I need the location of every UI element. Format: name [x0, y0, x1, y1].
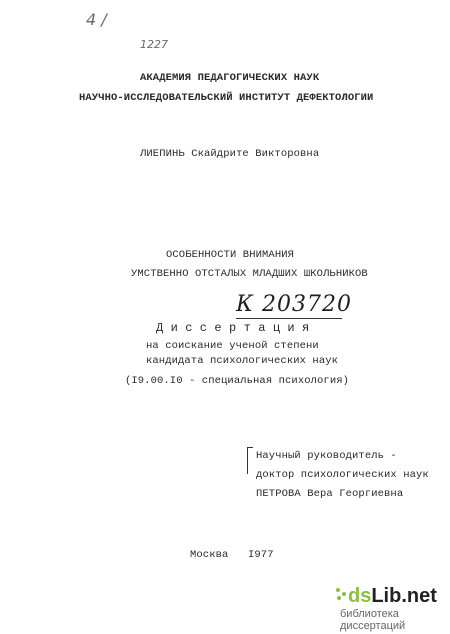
archive-number-underline — [236, 318, 342, 319]
supervisor-bracket — [247, 447, 253, 474]
author-name: ЛИЕПИНЬ Скайдрите Викторовна — [140, 148, 320, 160]
supervisor-line-3: ПЕТРОВА Вера Георгиевна — [256, 488, 404, 500]
city: Москва — [190, 549, 229, 561]
supervisor-line-2: доктор психологических наук — [256, 469, 429, 481]
document-type: Д и с с е р т а ц и я — [156, 321, 310, 335]
archive-number-stamp: К 203720 — [236, 292, 353, 317]
supervisor-line-1: Научный руководитель - — [256, 450, 397, 462]
academy-heading: АКАДЕМИЯ ПЕДАГОГИЧЕСКИХ НАУК — [140, 72, 320, 84]
watermark-subtitle: библиотека диссертаций — [340, 608, 406, 632]
institute-heading: НАУЧНО-ИССЛЕДОВАТЕЛЬСКИЙ ИНСТИТУТ ДЕФЕКТОЛОГИИ — [79, 92, 374, 104]
title-line-2: УМСТВЕННО ОТСТАЛЫХ МЛАДШИХ ШКОЛЬНИКОВ — [131, 268, 368, 280]
degree-line-2: кандидата психологических наук — [146, 355, 339, 367]
handwritten-number: 1227 — [140, 38, 168, 51]
degree-line-1: на соискание ученой степени — [146, 340, 319, 352]
watermark-logo-prefix: ds — [348, 585, 372, 607]
watermark-dots-icon — [336, 588, 348, 602]
watermark-logo — [348, 585, 437, 608]
watermark-logo-suffix: Lib.net — [371, 585, 437, 607]
handwritten-top-note: 4 / — [86, 10, 107, 29]
year: I977 — [248, 549, 274, 561]
degree-line-3: (I9.00.I0 - специальная психология) — [125, 375, 350, 387]
title-line-1: ОСОБЕННОСТИ ВНИМАНИЯ — [166, 249, 295, 261]
